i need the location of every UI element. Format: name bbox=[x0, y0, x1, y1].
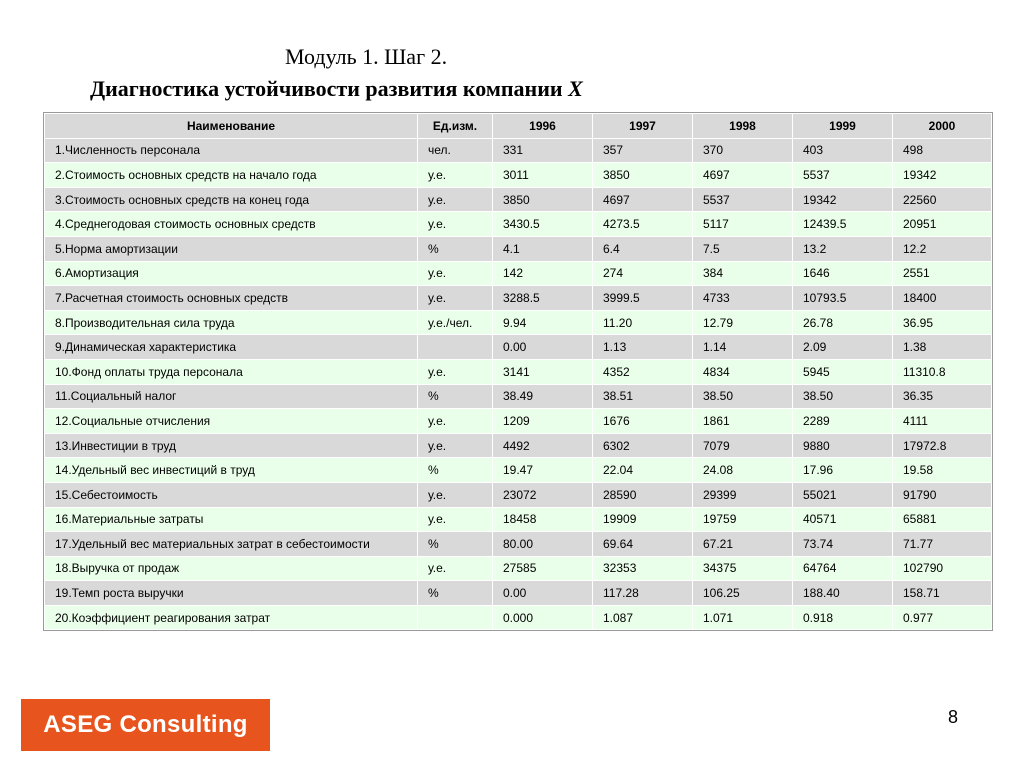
row-value: 331 bbox=[493, 138, 593, 163]
row-value: 20951 bbox=[893, 212, 992, 237]
row-value: 17972.8 bbox=[893, 433, 992, 458]
row-unit: у.е. bbox=[418, 433, 493, 458]
row-value: 142 bbox=[493, 261, 593, 286]
table-row bbox=[45, 212, 992, 237]
row-value: 19909 bbox=[593, 507, 693, 532]
row-value: 158.71 bbox=[893, 581, 992, 606]
row-unit bbox=[418, 335, 493, 360]
module-step-subtitle: Модуль 1. Шаг 2. bbox=[285, 44, 448, 69]
table-row bbox=[45, 138, 992, 163]
row-label: 9.Динамическая характеристика bbox=[45, 335, 418, 360]
row-label: 13.Инвестиции в труд bbox=[45, 433, 418, 458]
row-unit: % bbox=[418, 384, 493, 409]
row-value: 9.94 bbox=[493, 310, 593, 335]
row-value: 38.49 bbox=[493, 384, 593, 409]
row-value: 6302 bbox=[593, 433, 693, 458]
row-unit: у.е. bbox=[418, 163, 493, 188]
row-value: 12.79 bbox=[693, 310, 793, 335]
row-label: 10.Фонд оплаты труда персонала bbox=[45, 359, 418, 384]
row-label: 7.Расчетная стоимость основных средств bbox=[45, 286, 418, 311]
row-value: 0.000 bbox=[493, 605, 593, 630]
row-value: 1209 bbox=[493, 409, 593, 434]
row-value: 67.21 bbox=[693, 532, 793, 557]
row-value: 403 bbox=[793, 138, 893, 163]
row-value: 1.087 bbox=[593, 605, 693, 630]
row-value: 4273.5 bbox=[593, 212, 693, 237]
row-value: 38.50 bbox=[793, 384, 893, 409]
row-unit: % bbox=[418, 581, 493, 606]
row-value: 11.20 bbox=[593, 310, 693, 335]
row-value: 19.58 bbox=[893, 458, 992, 483]
row-value: 1.14 bbox=[693, 335, 793, 360]
aseg-consulting-logo bbox=[21, 699, 270, 751]
row-label: 16.Материальные затраты bbox=[45, 507, 418, 532]
row-label: 2.Стоимость основных средств на начало года bbox=[45, 163, 418, 188]
header-2000: 2000 bbox=[893, 114, 992, 139]
row-value: 3999.5 bbox=[593, 286, 693, 311]
row-value: 13.2 bbox=[793, 236, 893, 261]
row-value: 1.13 bbox=[593, 335, 693, 360]
row-value: 4697 bbox=[593, 187, 693, 212]
row-value: 1.38 bbox=[893, 335, 992, 360]
header-name: Наименование bbox=[45, 114, 418, 139]
row-value: 0.00 bbox=[493, 581, 593, 606]
row-value: 27585 bbox=[493, 556, 593, 581]
row-value: 4352 bbox=[593, 359, 693, 384]
table-row bbox=[45, 458, 992, 483]
row-unit: у.е. bbox=[418, 556, 493, 581]
row-value: 5117 bbox=[693, 212, 793, 237]
row-label: 5.Норма амортизации bbox=[45, 236, 418, 261]
table-row bbox=[45, 532, 992, 557]
row-value: 69.64 bbox=[593, 532, 693, 557]
table-row bbox=[45, 163, 992, 188]
row-value: 1.071 bbox=[693, 605, 793, 630]
row-unit: у.е. bbox=[418, 187, 493, 212]
row-value: 38.50 bbox=[693, 384, 793, 409]
row-value: 65881 bbox=[893, 507, 992, 532]
row-unit bbox=[418, 605, 493, 630]
row-value: 4697 bbox=[693, 163, 793, 188]
row-label: 19.Темп роста выручки bbox=[45, 581, 418, 606]
row-value: 34375 bbox=[693, 556, 793, 581]
logo-brand: ASEG bbox=[43, 711, 113, 738]
table-row bbox=[45, 359, 992, 384]
sustainability-table bbox=[44, 113, 992, 630]
row-unit: у.е. bbox=[418, 212, 493, 237]
header-1999: 1999 bbox=[793, 114, 893, 139]
header-1996: 1996 bbox=[493, 114, 593, 139]
logo-name: Consulting bbox=[119, 711, 248, 738]
row-label: 6.Амортизация bbox=[45, 261, 418, 286]
row-label: 1.Численность персонала bbox=[45, 138, 418, 163]
row-value: 3850 bbox=[593, 163, 693, 188]
table-row bbox=[45, 556, 992, 581]
header-unit: Ед.изм. bbox=[418, 114, 493, 139]
row-value: 18458 bbox=[493, 507, 593, 532]
row-value: 1676 bbox=[593, 409, 693, 434]
row-label: 17.Удельный вес материальных затрат в себестоимости bbox=[45, 532, 418, 557]
row-value: 11310.8 bbox=[893, 359, 992, 384]
row-value: 29399 bbox=[693, 482, 793, 507]
row-value: 0.977 bbox=[893, 605, 992, 630]
row-unit: у.е. bbox=[418, 507, 493, 532]
row-value: 19342 bbox=[793, 187, 893, 212]
row-value: 3288.5 bbox=[493, 286, 593, 311]
row-value: 32353 bbox=[593, 556, 693, 581]
row-value: 6.4 bbox=[593, 236, 693, 261]
row-value: 19342 bbox=[893, 163, 992, 188]
title-company: X bbox=[568, 76, 583, 101]
row-value: 71.77 bbox=[893, 532, 992, 557]
row-value: 2551 bbox=[893, 261, 992, 286]
table-row bbox=[45, 335, 992, 360]
table-row bbox=[45, 261, 992, 286]
row-value: 19759 bbox=[693, 507, 793, 532]
table-row bbox=[45, 384, 992, 409]
row-unit: у.е. bbox=[418, 286, 493, 311]
row-value: 274 bbox=[593, 261, 693, 286]
row-value: 28590 bbox=[593, 482, 693, 507]
row-value: 10793.5 bbox=[793, 286, 893, 311]
table-row bbox=[45, 187, 992, 212]
row-unit: у.е. bbox=[418, 261, 493, 286]
row-value: 55021 bbox=[793, 482, 893, 507]
row-value: 4733 bbox=[693, 286, 793, 311]
page-title bbox=[90, 76, 583, 102]
row-value: 4111 bbox=[893, 409, 992, 434]
row-value: 0.00 bbox=[493, 335, 593, 360]
table-row bbox=[45, 605, 992, 630]
row-value: 12.2 bbox=[893, 236, 992, 261]
row-value: 102790 bbox=[893, 556, 992, 581]
row-value: 1861 bbox=[693, 409, 793, 434]
row-value: 3430.5 bbox=[493, 212, 593, 237]
row-value: 188.40 bbox=[793, 581, 893, 606]
row-label: 12.Социальные отчисления bbox=[45, 409, 418, 434]
header-1997: 1997 bbox=[593, 114, 693, 139]
row-value: 12439.5 bbox=[793, 212, 893, 237]
row-value: 384 bbox=[693, 261, 793, 286]
table-row bbox=[45, 507, 992, 532]
row-value: 370 bbox=[693, 138, 793, 163]
row-value: 4834 bbox=[693, 359, 793, 384]
row-value: 64764 bbox=[793, 556, 893, 581]
row-value: 18400 bbox=[893, 286, 992, 311]
row-label: 18.Выручка от продаж bbox=[45, 556, 418, 581]
row-value: 91790 bbox=[893, 482, 992, 507]
row-value: 3141 bbox=[493, 359, 593, 384]
row-value: 5945 bbox=[793, 359, 893, 384]
row-value: 5537 bbox=[693, 187, 793, 212]
row-value: 3850 bbox=[493, 187, 593, 212]
row-value: 73.74 bbox=[793, 532, 893, 557]
table-row bbox=[45, 482, 992, 507]
row-value: 36.95 bbox=[893, 310, 992, 335]
row-value: 117.28 bbox=[593, 581, 693, 606]
row-unit: у.е. bbox=[418, 482, 493, 507]
row-label: 11.Социальный налог bbox=[45, 384, 418, 409]
row-unit: % bbox=[418, 532, 493, 557]
row-value: 4492 bbox=[493, 433, 593, 458]
table-row bbox=[45, 286, 992, 311]
row-unit: чел. bbox=[418, 138, 493, 163]
row-value: 2.09 bbox=[793, 335, 893, 360]
row-value: 0.918 bbox=[793, 605, 893, 630]
row-value: 1646 bbox=[793, 261, 893, 286]
row-value: 9880 bbox=[793, 433, 893, 458]
row-value: 106.25 bbox=[693, 581, 793, 606]
row-value: 22.04 bbox=[593, 458, 693, 483]
row-value: 357 bbox=[593, 138, 693, 163]
header-1998: 1998 bbox=[693, 114, 793, 139]
table-row bbox=[45, 236, 992, 261]
row-value: 7.5 bbox=[693, 236, 793, 261]
row-unit: у.е./чел. bbox=[418, 310, 493, 335]
row-label: 4.Среднегодовая стоимость основных средств bbox=[45, 212, 418, 237]
row-value: 17.96 bbox=[793, 458, 893, 483]
row-label: 8.Производительная сила труда bbox=[45, 310, 418, 335]
row-unit: у.е. bbox=[418, 409, 493, 434]
table-row bbox=[45, 310, 992, 335]
row-value: 38.51 bbox=[593, 384, 693, 409]
row-value: 5537 bbox=[793, 163, 893, 188]
table-row bbox=[45, 581, 992, 606]
table-row bbox=[45, 433, 992, 458]
row-value: 23072 bbox=[493, 482, 593, 507]
row-label: 15.Себестоимость bbox=[45, 482, 418, 507]
row-value: 22560 bbox=[893, 187, 992, 212]
table-row bbox=[45, 409, 992, 434]
row-value: 7079 bbox=[693, 433, 793, 458]
row-value: 24.08 bbox=[693, 458, 793, 483]
row-value: 3011 bbox=[493, 163, 593, 188]
row-value: 498 bbox=[893, 138, 992, 163]
row-value: 2289 bbox=[793, 409, 893, 434]
row-value: 19.47 bbox=[493, 458, 593, 483]
table-header-row bbox=[45, 114, 992, 139]
row-value: 4.1 bbox=[493, 236, 593, 261]
page-number: 8 bbox=[948, 707, 959, 727]
row-value: 36.35 bbox=[893, 384, 992, 409]
row-label: 14.Удельный вес инвестиций в труд bbox=[45, 458, 418, 483]
row-unit: % bbox=[418, 458, 493, 483]
title-text: Диагностика устойчивости развития компании bbox=[90, 76, 569, 101]
row-label: 20.Коэффициент реагирования затрат bbox=[45, 605, 418, 630]
row-value: 40571 bbox=[793, 507, 893, 532]
row-unit: % bbox=[418, 236, 493, 261]
row-value: 80.00 bbox=[493, 532, 593, 557]
row-value: 26.78 bbox=[793, 310, 893, 335]
row-unit: у.е. bbox=[418, 359, 493, 384]
row-label: 3.Стоимость основных средств на конец года bbox=[45, 187, 418, 212]
